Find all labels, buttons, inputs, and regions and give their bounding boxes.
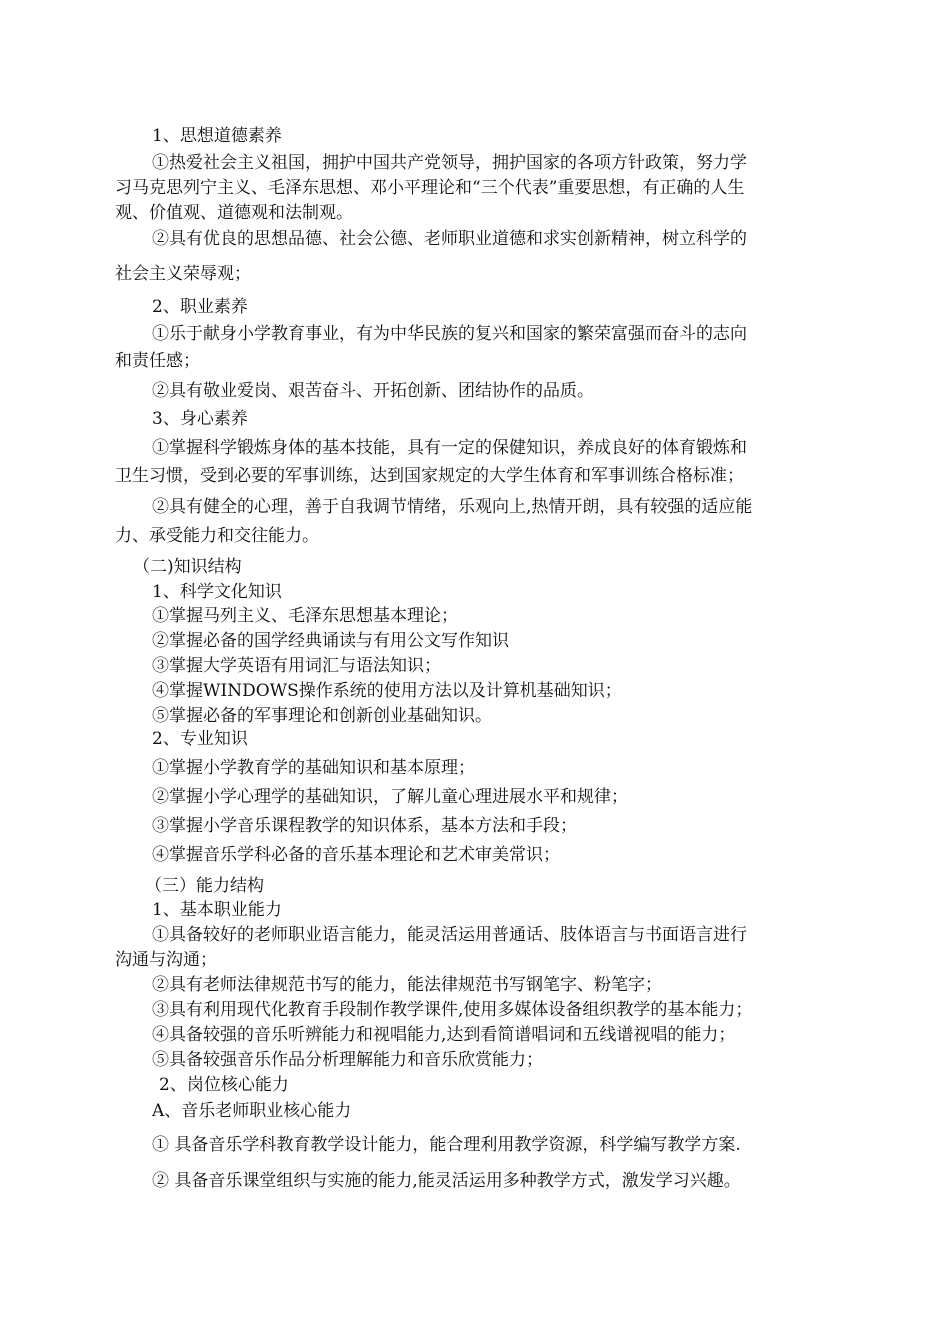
paragraph-line: 观、价值观、道德观和法制观。 <box>115 203 353 223</box>
paragraph-line: 卫生习惯，受到必要的军事训练，达到国家规定的大学生体育和军事训练合格标准； <box>115 466 744 486</box>
list-item: ④掌握WINDOWS操作系统的使用方法以及计算机基础知识； <box>152 681 622 701</box>
section-heading-professional: 2、职业素养 <box>152 297 248 317</box>
list-item: ②具有老师法律规范书写的能力，能法律规范书写钢笔字、粉笔字； <box>152 975 662 995</box>
paragraph-line: 习马克思列宁主义、毛泽东思想、邓小平理论和“三个代表”重要思想，有正确的人生 <box>115 178 745 198</box>
subsection-heading: 1、基本职业能力 <box>152 900 282 920</box>
paragraph-line: ②具有健全的心理，善于自我调节情绪，乐观向上,热情开朗，具有较强的适应能 <box>152 497 753 517</box>
subsection-heading: 2、专业知识 <box>152 729 248 749</box>
list-item: ⑤具备较强音乐作品分析理解能力和音乐欣赏能力； <box>152 1050 543 1070</box>
subsection-heading: 1、科学文化知识 <box>152 582 282 602</box>
list-item: ③掌握大学英语有用词汇与语法知识； <box>152 656 441 676</box>
list-item: ③掌握小学音乐课程教学的知识体系，基本方法和手段； <box>152 816 577 836</box>
paragraph-line: ①热爱社会主义祖国，拥护中国共产党领导，拥护国家的各项方针政策，努力学 <box>152 153 747 173</box>
paragraph-line: ②具有优良的思想品德、社会公德、老师职业道德和求实创新精神，树立科学的 <box>152 229 747 249</box>
list-item: ③具有利用现代化教育手段制作教学课件,使用多媒体设备组织教学的基本能力； <box>152 1000 753 1020</box>
list-item: ② 具备音乐课堂组织与实施的能力,能灵活运用多种教学方式，激发学习兴趣。 <box>152 1171 741 1191</box>
paragraph-line: 和责任感； <box>115 351 200 371</box>
list-item: ④具备较强的音乐听辨能力和视唱能力,达到看简谱唱词和五线谱视唱的能力； <box>152 1025 736 1045</box>
paragraph-line: 沟通与沟通； <box>115 950 217 970</box>
list-item: ①具备较好的老师职业语言能力，能灵活运用普通话、肢体语言与书面语言进行 <box>152 925 747 945</box>
list-item: ①掌握小学教育学的基础知识和基本原理； <box>152 758 475 778</box>
section-heading-moral: 1、思想道德素养 <box>152 126 282 146</box>
list-item: ②掌握小学心理学的基础知识，了解儿童心理进展水平和规律； <box>152 787 628 807</box>
paragraph-line: 社会主义荣辱观； <box>115 264 251 284</box>
paragraph-line: ①掌握科学锻炼身体的基本技能，具有一定的保健知识，养成良好的体育锻炼和 <box>152 438 747 458</box>
paragraph-line: ①乐于献身小学教育事业，有为中华民族的复兴和国家的繁荣富强而奋斗的志向 <box>152 324 747 344</box>
section-heading-ability: （三）能力结构 <box>145 876 264 896</box>
list-item: ④掌握音乐学科必备的音乐基本理论和艺术审美常识； <box>152 845 560 865</box>
section-heading-knowledge: （二)知识结构 <box>133 557 242 577</box>
paragraph-line: 力、承受能力和交往能力。 <box>115 526 319 546</box>
paragraph-line: ②具有敬业爱岗、艰苦奋斗、开拓创新、团结协作的品质。 <box>152 381 594 401</box>
subsection-heading: 2、岗位核心能力 <box>159 1075 289 1095</box>
list-item: ②掌握必备的国学经典诵读与有用公文写作知识 <box>152 631 509 651</box>
subsection-heading: A、音乐老师职业核心能力 <box>152 1101 352 1121</box>
list-item: ①掌握马列主义、毛泽东思想基本理论； <box>152 606 458 626</box>
list-item: ① 具备音乐学科教育教学设计能力，能合理利用教学资源，科学编写教学方案. <box>152 1135 741 1155</box>
list-item: ⑤掌握必备的军事理论和创新创业基础知识。 <box>152 706 492 726</box>
section-heading-body-mind: 3、身心素养 <box>152 409 248 429</box>
